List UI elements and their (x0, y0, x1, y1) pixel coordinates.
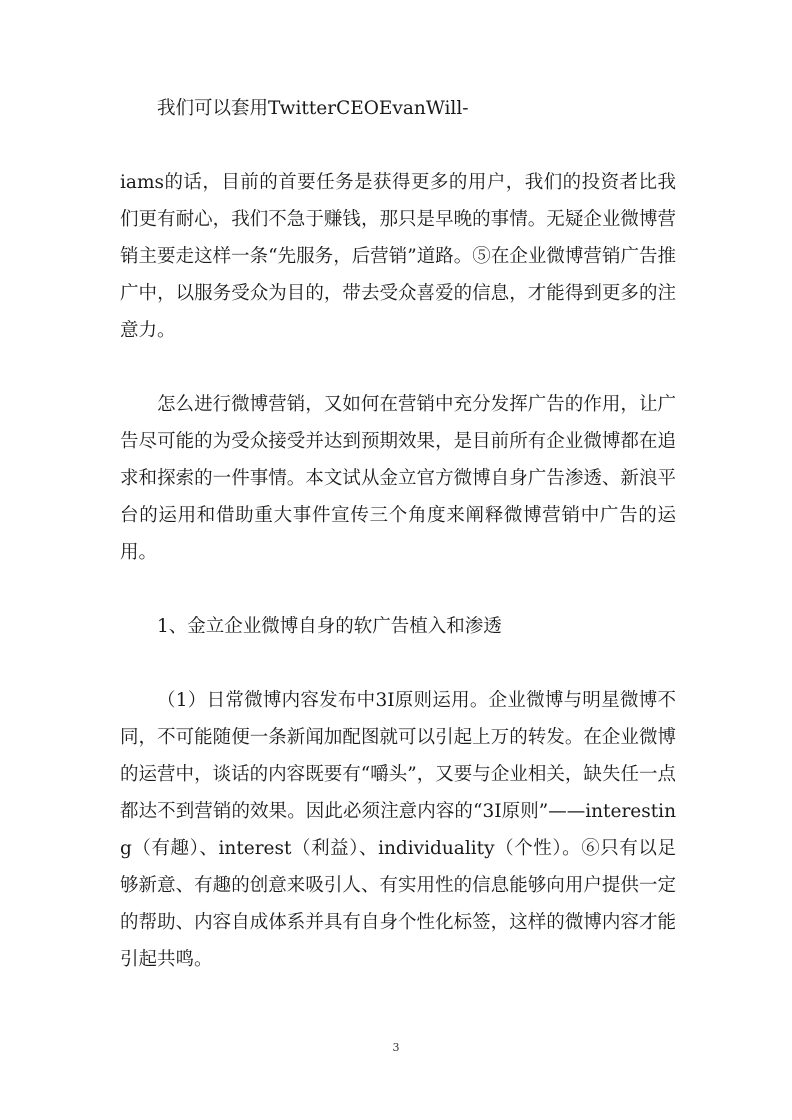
paragraph-gap (120, 127, 676, 164)
paragraph-how-to-market: 怎么进行微博营销，又如何在营销中充分发挥广告的作用，让广告尽可能的为受众接受并达到预期效果，是目前所有企业微博都在追求和探索的一件事情。本文试从金立官方微博自身广告渗透、新浪平台的运用和借助重大事件宣传三个角度来阐释微博营销中广告的运用。 (120, 394, 676, 563)
page-number: 3 (392, 1041, 400, 1054)
paragraph-gap (120, 349, 676, 386)
section-heading: 1、金立企业微博自身的软广告植入和渗透 (157, 616, 502, 637)
paragraph-gap (120, 571, 676, 608)
paragraph-quote-continuation: iams的话，目前的首要任务是获得更多的用户，我们的投资者比我们更有耐心，我们不急于赚钱，那只是早晚的事情。无疑企业微博营销主要走这样一条“先服务，后营销”道路。⑤在企业微博营销广告推广中，以服务受众为目的，带去受众喜爱的信息，才能得到更多的注意力。 (120, 172, 676, 341)
document-page (120, 90, 676, 978)
paragraph-3i-principle: （1）日常微博内容发布中3I原则运用。企业微博与明星微博不同，不可能随便一条新闻加配图就可以引起上万的转发。在企业微博的运营中，谈话的内容既要有“嚼头”，又要与企业相关，缺失任一点都达不到营销的效果。因此必须注意内容的“3I原则”——interesting（有趣）、interest（利益）、individuality（个性）。⑥只有以足够新意、有趣的创意来吸引人、有实用性的信息能够向用户提供一定的帮助、内容自成体系并具有自身个性化标签，这样的微博内容才能引起共鸣。 (120, 690, 676, 970)
paragraph-gap (120, 645, 676, 682)
paragraph-intro-line: 我们可以套用TwitterCEOEvanWill- (157, 98, 469, 119)
